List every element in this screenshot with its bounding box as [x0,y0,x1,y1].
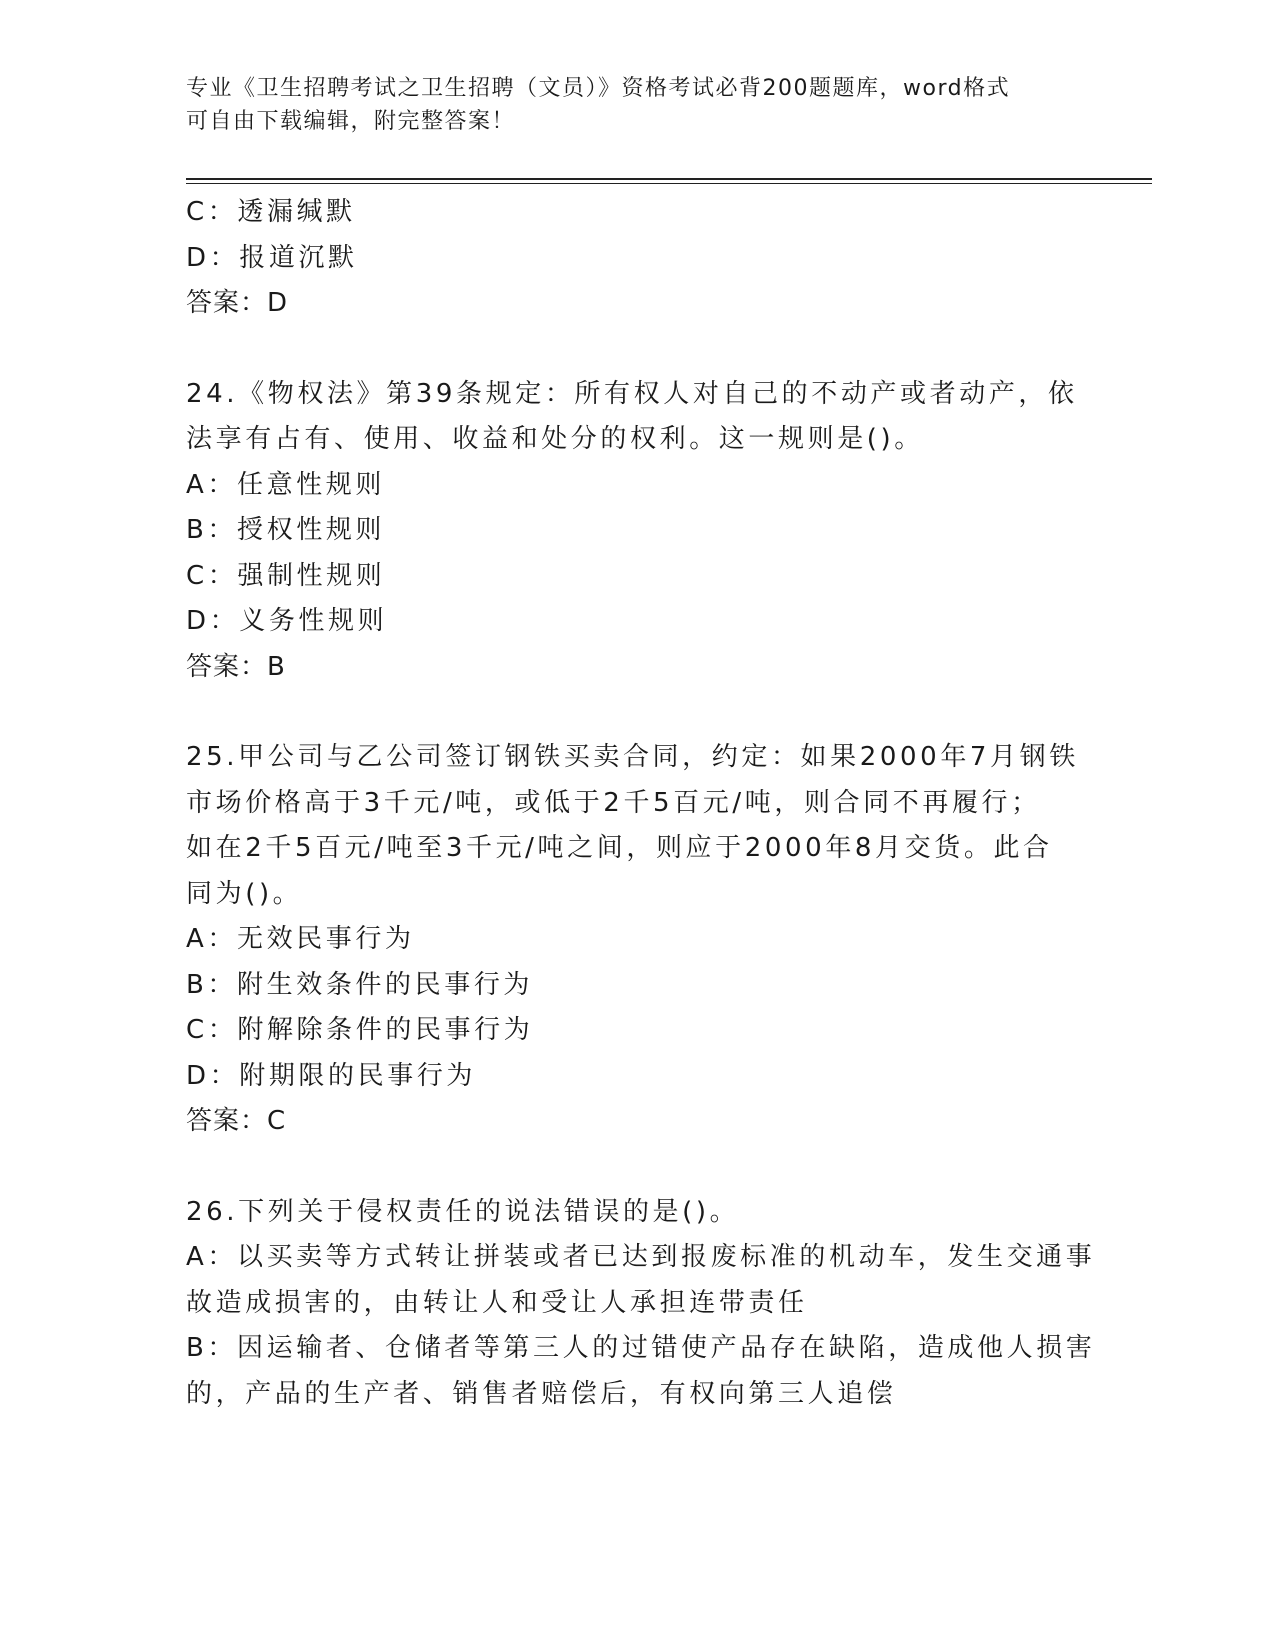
option-b: B：授权性规则 [186,515,386,545]
question-26 [186,1190,1096,1418]
option-c: C：透漏缄默 [186,197,356,227]
answer-line: 答案：C [186,1106,287,1136]
option-c: C：强制性规则 [186,560,386,591]
header-title-line-2: 可自由下载编辑，附完整答案！ [186,109,516,134]
header-title-line-1: 专业《卫生招聘考试之卫生招聘（文员）》资格考试必背200题题库，word格式 [186,76,1011,101]
option-c: C：附解除条件的民事行为 [186,1015,534,1045]
option-b-line: 的，产品的生产者、销售者赔偿后，有权向第三人追偿 [186,1378,897,1409]
answer-line: 答案：B [186,651,286,682]
question-24 [186,372,1086,691]
answer-line: 答案：D [186,288,289,318]
option-a: A：无效民事行为 [186,924,415,954]
option-a-line: A：以买卖等方式转让拼装或者已达到报废标准的机动车，发生交通事 [186,1242,1096,1272]
option-d: D：义务性规则 [186,606,388,636]
spacer [186,690,1086,735]
document-body [186,190,1096,1417]
question-stem-line: 如在2千5百元/吨至3千元/吨之间，则应于2000年8月交货。此合 [186,833,1053,863]
option-d: D：附期限的民事行为 [186,1060,477,1091]
question-stem-line: 同为()。 [186,878,303,909]
prev-question-tail [186,190,1086,327]
question-stem-line: 法享有占有、使用、收益和处分的权利。这一规则是()。 [186,424,924,454]
question-25 [186,735,1086,1145]
option-a-line: 故造成损害的，由转让人和受让人承担连带责任 [186,1287,808,1318]
question-stem-line: 市场价格高于3千元/吨，或低于2千5百元/吨，则合同不再履行； [186,787,1041,818]
header-divider [186,178,1152,184]
document-header [186,72,1066,138]
option-d: D：报道沉默 [186,242,358,273]
option-a: A：任意性规则 [186,469,385,500]
spacer [186,327,1086,372]
question-stem-line: 25.甲公司与乙公司签订钢铁买卖合同，约定：如果2000年7月钢铁 [186,742,1079,772]
option-b: B：附生效条件的民事行为 [186,969,534,1000]
spacer [186,1145,1086,1190]
question-stem-line: 26.下列关于侵权责任的说法错误的是()。 [186,1196,740,1227]
option-b-line: B：因运输者、仓储者等第三人的过错使产品存在缺陷，造成他人损害 [186,1333,1096,1363]
question-stem-line: 24.《物权法》第39条规定：所有权人对自己的不动产或者动产，依 [186,378,1078,409]
